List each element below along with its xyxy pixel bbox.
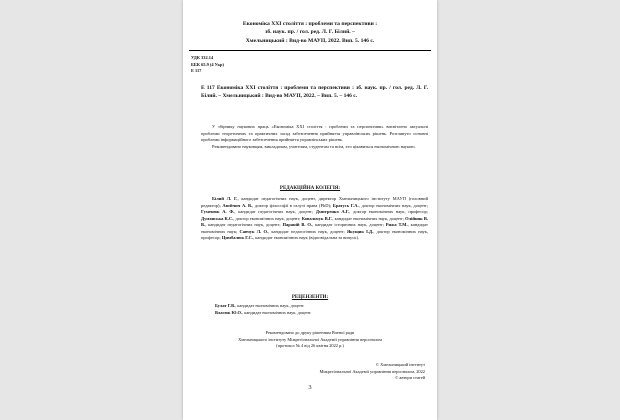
board-member-description: , доктор економічних наук, професор;: [201, 228, 428, 241]
board-member-description: , кандидат педагогічних наук, доцент;: [205, 222, 283, 228]
author-mark: Е 117: [191, 68, 202, 74]
board-member-name: Дмитренко А.Г.: [315, 209, 350, 215]
reviewers-list: [215, 303, 311, 316]
recommendation-line-2: Хмельницького інституту Міжрегіональної Академії управління персоналом: [238, 336, 382, 342]
reviewer-description: , кандидат економічних наук, доцент.: [242, 309, 312, 315]
board-member-description: , кандидат історичних наук, доцент;: [312, 222, 386, 228]
editorial-board-title: РЕДАКЦІЙНА КОЛЕГІЯ:: [279, 186, 341, 191]
catalog-entry: Е 117 Економіка XXI століття : проблеми та перспективи : зб. наук. пр. / гол. ред. Л. Г. Білий. – Хмельницький : Вид-во МАУП, 2022. – Вип. 5. – 146 с.: [201, 85, 428, 100]
document-page: [183, 0, 437, 420]
board-member-name: Думанська К.С.: [201, 215, 234, 221]
board-member-name: Ковальчук В.Г.: [301, 215, 333, 221]
board-member-description: , кандидат економічних наук (відповідальна за випуск).: [253, 235, 360, 241]
board-member-name: Гуменюк А. Ф.: [201, 209, 235, 215]
board-member-description: , кандидат педагогічних наук, доцент;: [268, 228, 347, 234]
board-member-description: , кандидат педагогічних наук, доцент, директор Хмельницького інституту МАУП (головний редактор);: [201, 196, 428, 208]
editorial-board-list: [201, 196, 428, 242]
board-member-description: , доктор філософії в галузі права (PhD);: [252, 202, 333, 208]
copyright-line-3: © автори статей: [394, 375, 425, 381]
board-member-name: Якущик І.Д.: [346, 228, 374, 234]
reviewer-name: Булат Г.В.: [215, 303, 236, 308]
annotation-paragraph-1: У збірнику наукових праць «Економіка XXI століття : проблеми та перспективи» висвітлено актуальні проблеми теоретичних та практичних засад забезпечення прийняття управлінських рішень. Розглянуто основні проблеми інформаційного забезпечення прийняття управлінських рішень.: [201, 124, 428, 143]
bbk-code: ББК 65.9 (4 Укр): [191, 61, 224, 67]
board-member-description: , кандидат педагогічних наук, доцент;: [234, 209, 316, 215]
board-member-description: , кандидат економічних наук;: [201, 222, 428, 234]
board-member-name: Савчук Л. О.: [239, 228, 269, 234]
annotation: [201, 124, 428, 150]
board-member-name: Білий Л. Г.: [212, 196, 238, 201]
reviewers-title: РЕЦЕНЗЕНТИ:: [291, 295, 329, 300]
udc-code: УДК 332.14: [191, 55, 214, 60]
page-number: 3: [308, 384, 312, 391]
board-member-description: , кандидат економічних наук, доцент;: [332, 215, 406, 221]
copyright-line-2: Міжрегіональної Академії управління персоналом, 2022: [319, 368, 425, 374]
board-member-description: , доктор економічних наук, доцент;: [233, 215, 302, 221]
recommendation-line-1: Рекомендовано до друку рішенням Вченої ради: [265, 330, 355, 335]
reviewer-name: Власюк Ю.О.: [215, 309, 243, 315]
classification-codes: [191, 55, 224, 75]
header-divider: [189, 50, 431, 51]
board-member-name: Братусь Г.А.: [332, 202, 359, 208]
header-line-2: зб. наук. пр. / гол. ред. Л. Г. Білий. –: [265, 29, 355, 36]
copyright-line-1: © Хмельницький інститут: [375, 362, 425, 367]
copyright-block: [319, 362, 425, 382]
recommendation-block: [197, 330, 423, 350]
reviewer-description: , кандидат економічних наук, доцент.: [235, 303, 305, 308]
header-line-1: Економіка XXI століття : проблеми та перспективи :: [242, 21, 378, 27]
annotation-paragraph-2: Рекомендовано науковцям, викладачам, учителям, студентам та всім, хто цікавиться економічною наукою.: [212, 143, 416, 149]
board-member-description: , доктор економічних наук, професор;: [349, 209, 428, 215]
board-member-name: Авєйчич А. В.: [222, 202, 253, 208]
reviewer-row: [215, 310, 311, 317]
board-member-name: Цимбалюк Г.С.: [221, 235, 254, 241]
board-member-name: Рижа Т.М.: [385, 222, 408, 228]
board-member-name: Параній В. О.: [282, 222, 313, 228]
board-member-description: , доктор економічних наук, доцент;: [358, 202, 429, 208]
header-line-3: Хмельницький : Вид-во МАУП, 2022. Вип. 5. 146 с.: [245, 37, 375, 44]
board-member-name: Олійник В. В.: [201, 215, 429, 228]
recommendation-line-3: (протокол № 4 від 26 квітня 2022 р.): [276, 343, 344, 348]
title-header: [197, 20, 423, 45]
